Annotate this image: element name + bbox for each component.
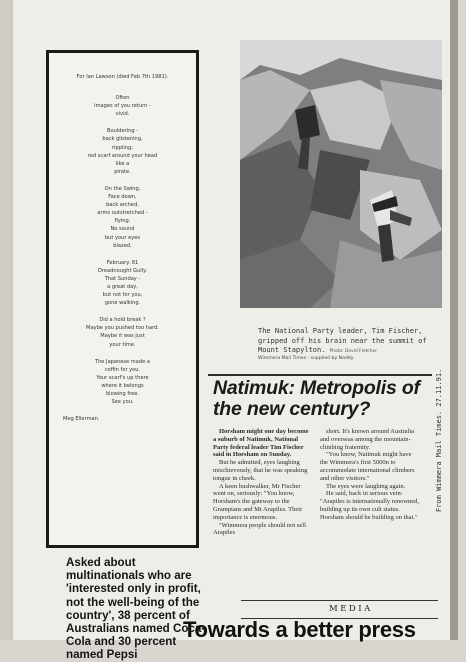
article-paragraph: He said, back in serious vein: "Arapiles is internationally renowned, building up its own cult status. Horsham should be building on that." bbox=[320, 490, 420, 521]
poem-line: red scarf around your head bbox=[87, 152, 158, 159]
caption-credit: Photo: David Fletcher bbox=[329, 349, 377, 354]
poem-line: Dreadnought Gully. bbox=[98, 267, 147, 274]
poem-line: See you. bbox=[111, 399, 134, 406]
poem-line: your time. bbox=[109, 341, 136, 348]
poem-line: Maybe it was just bbox=[100, 333, 145, 340]
article-paragraph: "Wimmera people should not sell Arapiles bbox=[213, 521, 306, 537]
article-paragraph: "You know, Natimuk might have the Wimmera's first 5000n to accommodate international climbers and other visitors." bbox=[320, 451, 415, 482]
poem-signature: Meg Ellerman. bbox=[63, 416, 100, 423]
article-paragraph: But he admitted, eyes laughing mischievously, that he was speaking tongue in cheek. bbox=[213, 459, 308, 482]
poem-line: a great day, bbox=[107, 283, 138, 290]
poem-stanza bbox=[53, 94, 192, 118]
headline-rule bbox=[208, 374, 432, 376]
media-rule-top bbox=[241, 600, 438, 601]
article-paragraph: A keen bushwalker, Mr Fischer went on, seriously: "You know, Horsham's the gateway to the Grampians and Mt Arapiles. Their importance is enormous. bbox=[213, 482, 303, 521]
poem-line: blazed. bbox=[113, 242, 132, 249]
poem-line: arms outstretched - bbox=[97, 210, 148, 217]
poem-line: The Japanese made a bbox=[94, 358, 151, 365]
poem-stanza bbox=[53, 358, 192, 407]
poem-line: flying. bbox=[114, 218, 131, 225]
poem-line: Bouldering - bbox=[106, 128, 139, 135]
poem-line: coffin for you. bbox=[104, 366, 141, 373]
poem-stanza bbox=[53, 185, 192, 250]
poem-line: No sound bbox=[110, 226, 135, 233]
article-paragraph: The eyes were laughing again. bbox=[326, 482, 406, 490]
poem bbox=[53, 73, 192, 423]
poem-line: On the Swing, bbox=[104, 185, 141, 192]
rock-face-image bbox=[240, 40, 442, 308]
poem-line: Face down, bbox=[108, 194, 137, 201]
poem-line: vivid. bbox=[115, 111, 130, 118]
poem-stanza bbox=[53, 259, 192, 308]
poem-line: like a bbox=[115, 160, 130, 167]
poem-stanza bbox=[53, 127, 192, 176]
poem-line: Your scarf's up there bbox=[96, 374, 149, 381]
poem-line: blowing free. bbox=[105, 391, 140, 397]
section-label: MEDIA bbox=[329, 604, 373, 614]
poem-line: That Sunday - bbox=[104, 275, 141, 282]
poem-line: but not for you, bbox=[102, 292, 143, 299]
poem-line: February. 81 bbox=[106, 259, 139, 266]
article-headline: Natimuk: Metropolis of the new century? bbox=[213, 377, 420, 420]
poem-stanza bbox=[53, 316, 192, 348]
poem-box bbox=[46, 50, 199, 548]
page-binding bbox=[0, 0, 12, 640]
poem-line: back glistening, bbox=[102, 136, 143, 143]
poem-line: pirate. bbox=[114, 168, 131, 175]
caption-text: The National Party leader, Tim Fischer, gripped off his brain near the summit of Mount Stapylton. bbox=[258, 327, 427, 354]
photo-credit-line: Wimmera Mail Times - supplied by Noddy. bbox=[258, 356, 355, 361]
asked-pullout: Asked about multinationals who are 'interested only in profit, not the well-being of the country', 38 percent of Australians named Coca-Cola and 30 percent named Pepsi bbox=[66, 556, 206, 662]
climbing-photo bbox=[240, 40, 442, 308]
photo-caption bbox=[258, 327, 443, 357]
article-paragraph: Horsham might one day become a suburb of Natimuk, National Party federal leader Tim Fischer said in Horsham on Sunday. bbox=[213, 428, 309, 459]
poem-line: gone walking. bbox=[104, 300, 141, 307]
poem-line: but your eyes bbox=[104, 234, 141, 241]
poem-line: rippling; bbox=[112, 144, 133, 151]
poem-line: Often bbox=[115, 95, 130, 102]
article-source: From Wimmera Mail Times. 27.11.91. bbox=[435, 368, 443, 512]
poem-line: where it belongs bbox=[101, 382, 144, 389]
article-column-1 bbox=[213, 428, 313, 537]
poem-line: Did a hold break ? bbox=[99, 317, 146, 324]
bottom-headline: Towards a better press bbox=[183, 617, 416, 642]
article-column-2 bbox=[320, 428, 420, 522]
poem-line: images of you return - bbox=[94, 103, 151, 110]
next-page-edge bbox=[450, 0, 458, 640]
article-paragraph: short. It's known around Australia and overseas among the mountain-climbing fraternity. bbox=[320, 428, 415, 451]
poem-line: Maybe you pushed too hard. bbox=[86, 325, 159, 332]
poem-line: back arched, bbox=[106, 202, 139, 209]
poem-dedication: For Ian Lawson (died Feb 7th 1981). bbox=[76, 74, 169, 80]
